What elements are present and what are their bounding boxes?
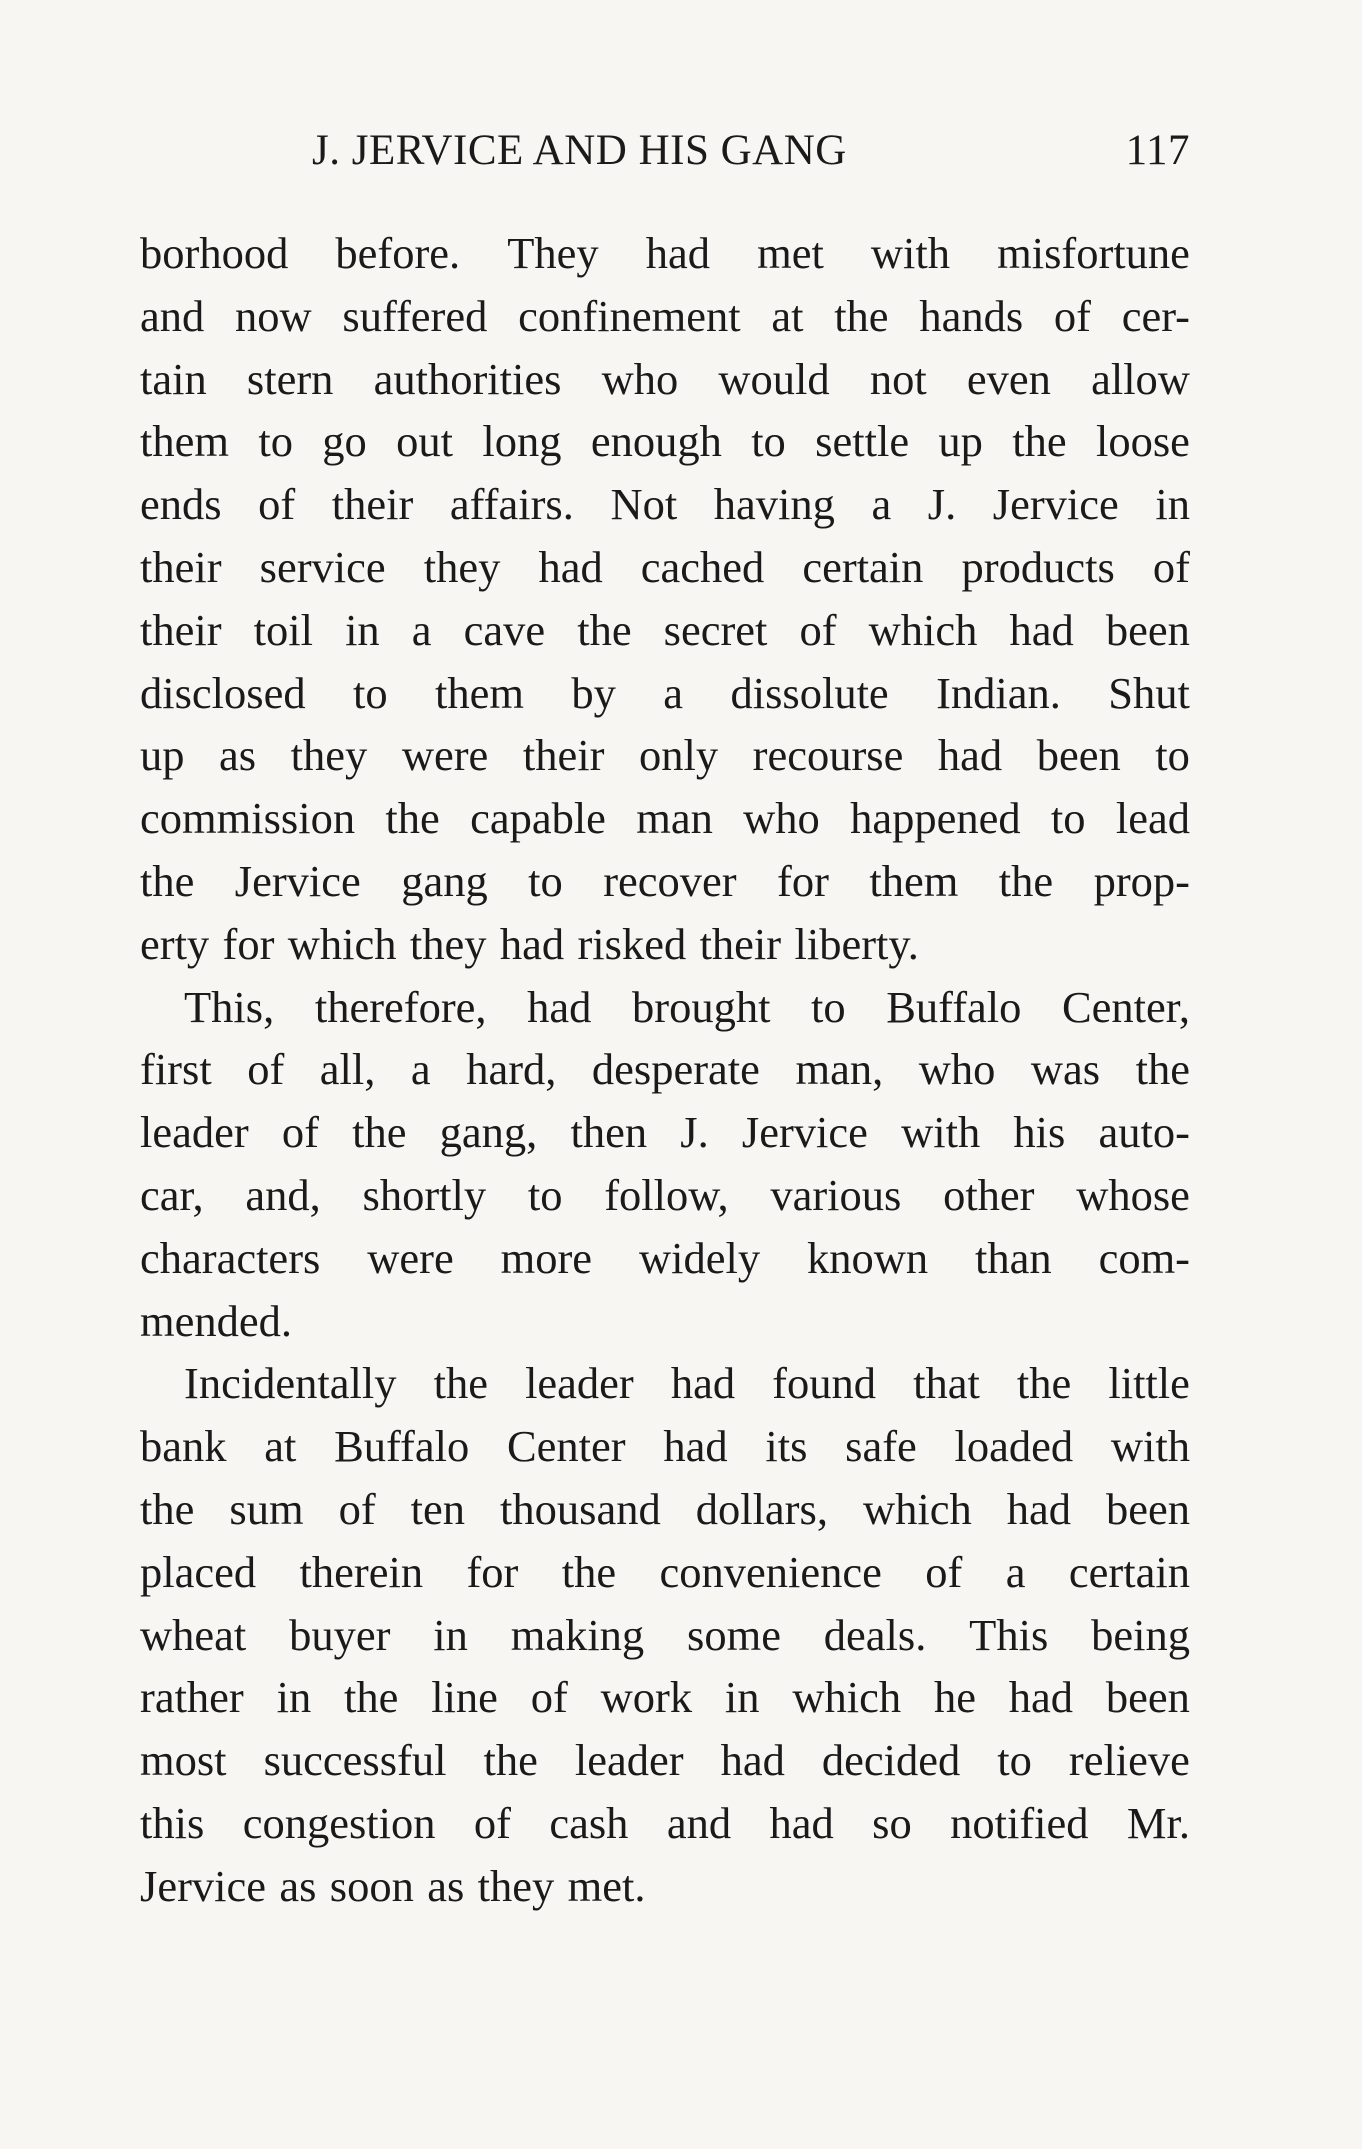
text-line: up as they were their only recourse had been to [140, 730, 1190, 781]
text-line: commission the capable man who happened to lead [140, 793, 1190, 844]
text-line: and now suffered confinement at the hands of cer- [140, 290, 1190, 341]
paragraph [140, 222, 1190, 976]
running-head [140, 126, 1190, 186]
text-line: Incidentally the leader had found that the little [184, 1358, 1190, 1409]
text-line: them to go out long enough to settle up the loose [140, 416, 1190, 467]
text-line: this congestion of cash and had so notified Mr. [140, 1797, 1190, 1848]
text-line: This, therefore, had brought to Buffalo Center, [184, 981, 1190, 1032]
text-line: mended. [140, 1295, 292, 1346]
text-line: the Jervice gang to recover for them the prop- [140, 855, 1190, 906]
text-line: their service they had cached certain products of [140, 541, 1190, 592]
page-number: 117 [1125, 127, 1190, 174]
text-line: borhood before. They had met with misfortune [140, 228, 1190, 278]
paragraph [140, 1352, 1190, 1917]
text-line: placed therein for the convenience of a certain [140, 1546, 1190, 1597]
text-line: erty for which they had risked their liberty. [140, 918, 919, 969]
paragraph [140, 976, 1190, 1353]
text-line: tain stern authorities who would not even allow [140, 353, 1190, 404]
text-line: bank at Buffalo Center had its safe loaded with [140, 1421, 1190, 1472]
text-line: most successful the leader had decided to relieve [140, 1735, 1190, 1786]
text-line: leader of the gang, then J. Jervice with his auto- [140, 1107, 1190, 1158]
text-line: car, and, shortly to follow, various other whose [140, 1169, 1190, 1220]
body-text [140, 222, 1190, 1918]
text-line: Jervice as soon as they met. [140, 1860, 646, 1911]
text-line: their toil in a cave the secret of which had been [140, 604, 1190, 655]
running-title: J. JERVICE AND HIS GANG [312, 127, 847, 174]
text-line: wheat buyer in making some deals. This being [140, 1609, 1190, 1660]
text-line: rather in the line of work in which he had been [140, 1672, 1190, 1723]
text-line: the sum of ten thousand dollars, which had been [140, 1483, 1190, 1534]
text-line: first of all, a hard, desperate man, who was the [140, 1044, 1190, 1095]
text-line: ends of their affairs. Not having a J. Jervice in [140, 479, 1190, 530]
text-line: characters were more widely known than com- [140, 1232, 1190, 1283]
text-line: disclosed to them by a dissolute Indian. Shut [140, 667, 1190, 718]
